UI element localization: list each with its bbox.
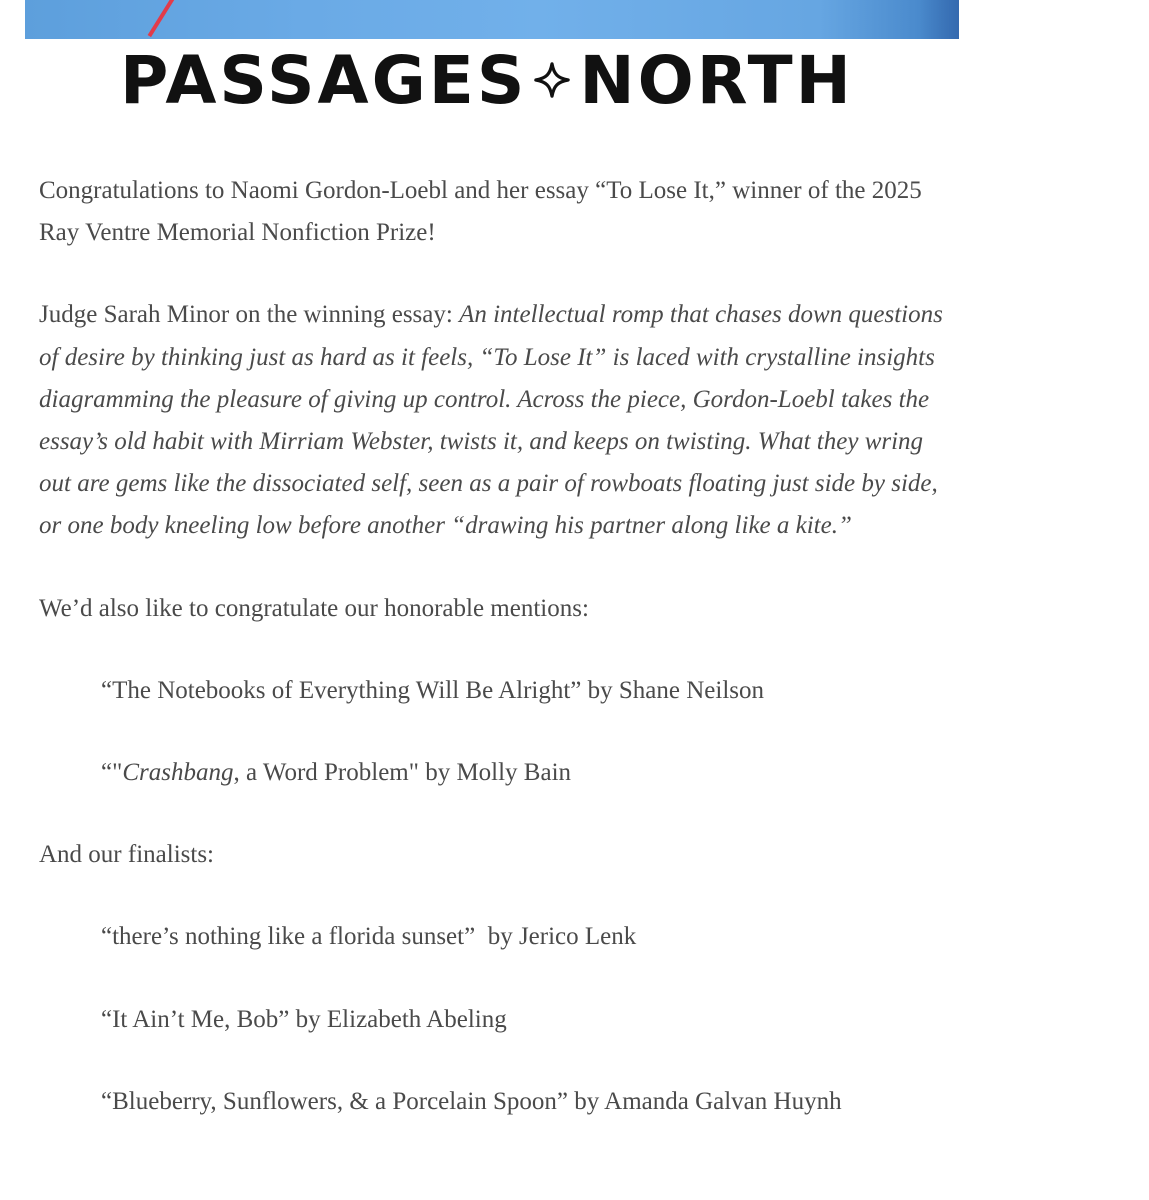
banner-red-stroke (148, 0, 176, 37)
judge-lead: Judge Sarah Minor on the winning essay: (39, 301, 460, 329)
honorable-mention-2-suffix: , a Word Problem" by Molly Bain (233, 759, 572, 787)
finalists-heading: And our finalists: (39, 841, 214, 869)
finalist-1: “there’s nothing like a florida sunset” by Jerico Lenk (101, 923, 637, 951)
intro-paragraph: Congratulations to Naomi Gordon-Loebl and her essay “To Lose It,” winner of the 2025 Ray Ventre Memorial Nonfiction Prize! (39, 177, 922, 247)
honorable-mention-1: “The Notebooks of Everything Will Be Alright” by Shane Neilson (101, 676, 765, 704)
honorable-mentions-heading: We’d also like to congratulate our honorable mentions: (39, 594, 589, 622)
honorable-mention-2-title: Crashbang (122, 759, 234, 787)
banner-shade (919, 0, 959, 39)
header-banner-image (25, 0, 959, 39)
diamond-star-icon (533, 61, 571, 99)
judge-paragraph (39, 294, 949, 547)
passages-north-logo (120, 41, 854, 119)
finalist-2: “It Ain’t Me, Bob” by Elizabeth Abeling (101, 1005, 507, 1033)
honorable-mention-2 (39, 752, 949, 794)
logo-word-north: NORTH (579, 41, 854, 119)
finalist-3: “Blueberry, Sunflowers, & a Porcelain Spoon” by Amanda Galvan Huynh (101, 1087, 842, 1115)
announcement-body (39, 170, 949, 1123)
judge-quote: An intellectual romp that chases down questions of desire by thinking just as hard as it feels, “To Lose It” is laced with crystalline insights diagramming the pleasure of giving up control. Across the piece, Gordon-Loebl takes the essay’s old habit with Mirriam Webster, twists it, and keeps on twisting. What they wring out are gems like the dissociated self, seen as a pair of rowboats floating just side by side, or one body kneeling low before another “drawing his partner along like a kite.” (39, 301, 943, 540)
honorable-mention-2-prefix: “" (101, 759, 123, 787)
logo-word-passages: PASSAGES (120, 41, 528, 119)
